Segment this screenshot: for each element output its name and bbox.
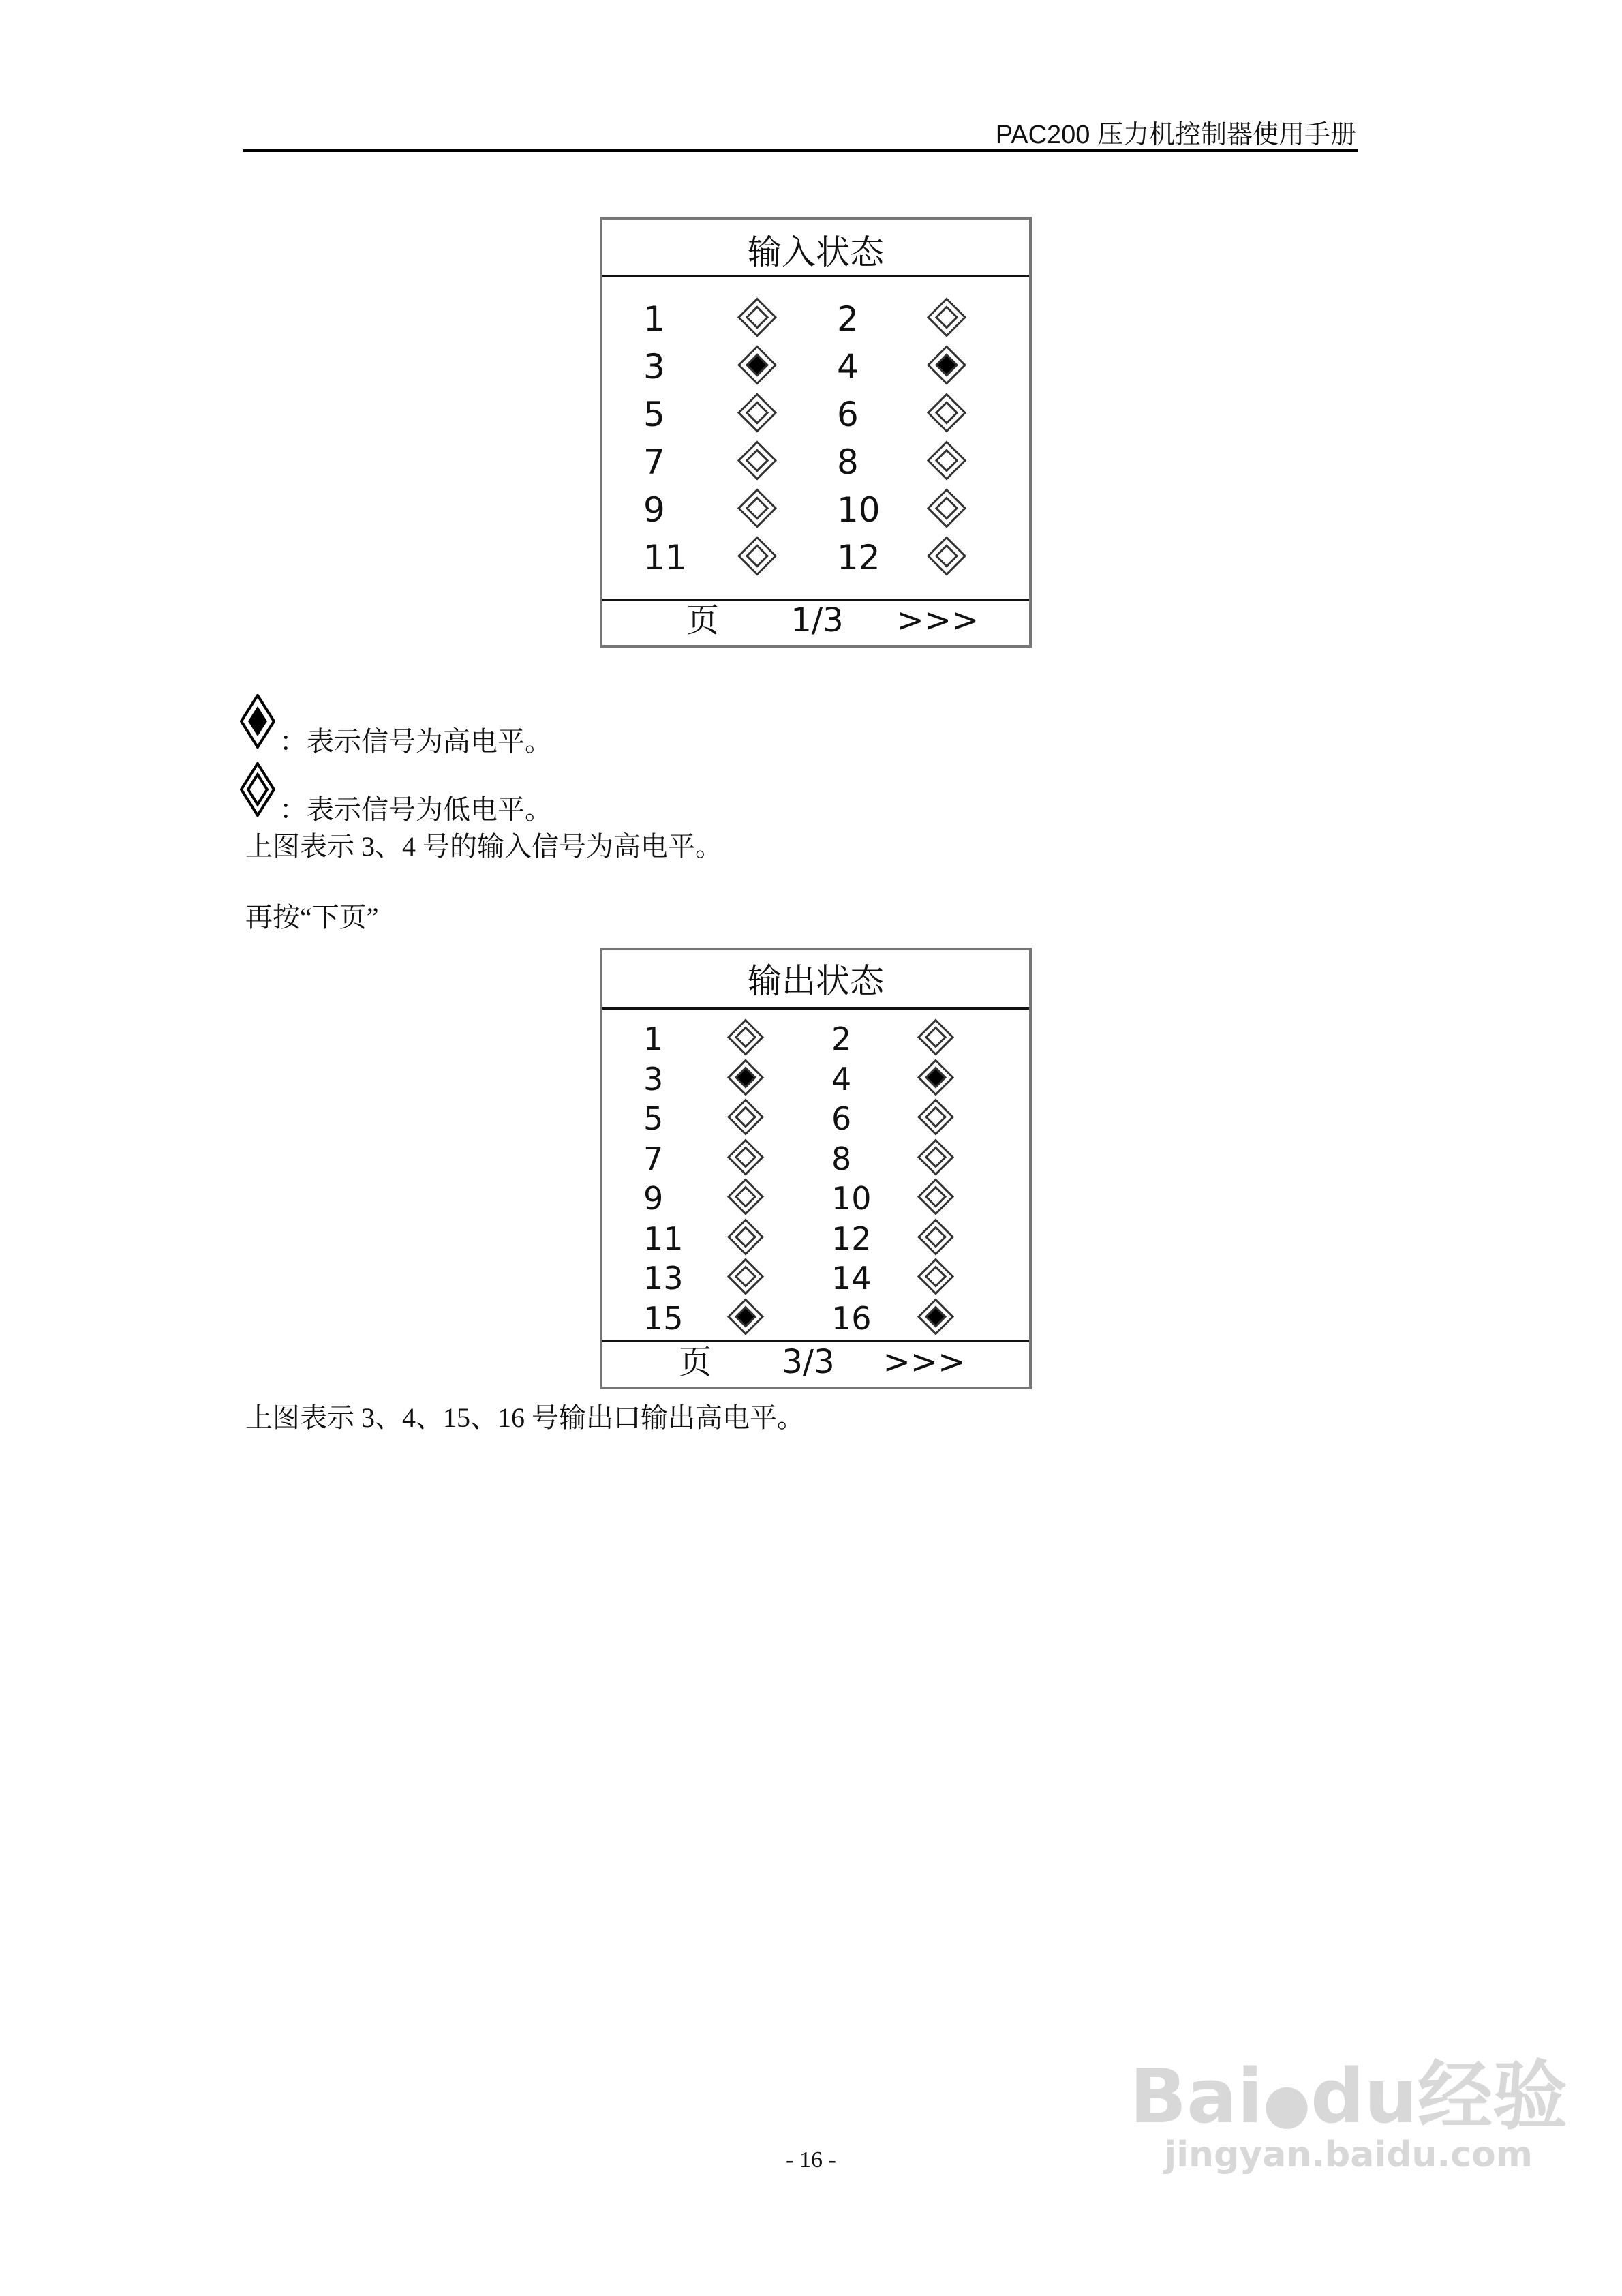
next-page-arrows[interactable]: >>> (896, 601, 979, 639)
channel-number: 5 (643, 395, 665, 434)
channel-number: 7 (643, 442, 665, 482)
low-level-diamond-icon (927, 393, 966, 436)
channel-number: 16 (831, 1299, 872, 1337)
channel-number: 4 (837, 347, 859, 387)
channel-number: 2 (831, 1021, 852, 1057)
channel-number: 10 (831, 1180, 872, 1217)
channel-number: 3 (643, 347, 665, 387)
press-next-text: 再按“下页” (245, 902, 379, 933)
input-summary-text: 上图表示 3、4 号的输入信号为高电平。 (245, 831, 722, 862)
channel-number: 6 (837, 395, 859, 434)
channel-number: 11 (643, 538, 687, 577)
low-level-diamond-icon (917, 1019, 954, 1059)
high-level-diamond-icon (727, 1298, 764, 1338)
channel-number: 12 (837, 538, 881, 577)
low-level-diamond-icon (737, 489, 777, 532)
legend-low-text: ：表示信号为低电平。 (279, 794, 552, 825)
filled-diamond-icon (240, 694, 275, 752)
channel-number: 10 (837, 490, 881, 530)
high-level-diamond-icon (927, 346, 966, 389)
low-level-diamond-icon (727, 1218, 764, 1258)
page-indicator: 1/3 (791, 601, 844, 639)
high-level-diamond-icon (737, 346, 777, 389)
low-level-diamond-icon (917, 1218, 954, 1258)
page-indicator: 3/3 (782, 1343, 835, 1381)
high-level-diamond-icon (917, 1298, 954, 1338)
document-header-title: PAC200 压力机控制器使用手册 (995, 121, 1356, 149)
high-level-diamond-icon (917, 1059, 954, 1099)
low-level-diamond-icon (737, 298, 777, 341)
channel-number: 8 (831, 1140, 852, 1177)
low-level-diamond-icon (727, 1138, 764, 1179)
page-label: 页 (678, 1343, 712, 1381)
title-divider (602, 1007, 1029, 1010)
channel-number: 9 (643, 490, 665, 530)
channel-number: 2 (837, 299, 859, 339)
channel-number: 7 (643, 1140, 664, 1177)
low-level-diamond-icon (917, 1099, 954, 1139)
title-divider (602, 275, 1029, 277)
low-level-diamond-icon (927, 489, 966, 532)
input-status-screen (600, 217, 1032, 648)
low-level-diamond-icon (927, 298, 966, 341)
low-level-diamond-icon (727, 1258, 764, 1299)
low-level-diamond-icon (737, 537, 777, 579)
output-status-screen (600, 948, 1032, 1389)
channel-number: 4 (831, 1060, 852, 1098)
low-level-diamond-icon (927, 537, 966, 579)
footer-divider (602, 1340, 1029, 1342)
screen-title: 输出状态 (748, 961, 884, 1001)
watermark-logo: Bai●du经验 jingyan.baidu.com (1129, 2053, 1567, 2175)
channel-number: 13 (643, 1260, 684, 1297)
low-level-diamond-icon (727, 1099, 764, 1139)
page-number: - 16 - (786, 2147, 836, 2173)
hollow-diamond-icon (240, 762, 275, 820)
channel-number: 3 (643, 1060, 664, 1098)
channel-number: 11 (643, 1220, 684, 1257)
header-rule (243, 149, 1358, 152)
low-level-diamond-icon (737, 393, 777, 436)
next-page-arrows[interactable]: >>> (883, 1343, 966, 1381)
low-level-diamond-icon (927, 441, 966, 484)
output-summary-text: 上图表示 3、4、15、16 号输出口输出高电平。 (245, 1402, 804, 1433)
low-level-diamond-icon (917, 1138, 954, 1179)
channel-number: 15 (643, 1299, 684, 1337)
high-level-diamond-icon (727, 1059, 764, 1099)
screen-title: 输入状态 (748, 232, 884, 272)
low-level-diamond-icon (917, 1179, 954, 1219)
low-level-diamond-icon (727, 1019, 764, 1059)
channel-number: 9 (643, 1180, 664, 1217)
legend-high-text: ：表示信号为高电平。 (279, 726, 552, 757)
channel-number: 1 (643, 299, 665, 339)
page-label: 页 (686, 601, 720, 639)
low-level-diamond-icon (737, 441, 777, 484)
channel-number: 5 (643, 1100, 664, 1137)
low-level-diamond-icon (917, 1258, 954, 1299)
channel-number: 14 (831, 1260, 872, 1297)
channel-number: 8 (837, 442, 859, 482)
channel-number: 1 (643, 1021, 664, 1057)
channel-number: 12 (831, 1220, 872, 1257)
channel-number: 6 (831, 1100, 852, 1137)
low-level-diamond-icon (727, 1179, 764, 1219)
